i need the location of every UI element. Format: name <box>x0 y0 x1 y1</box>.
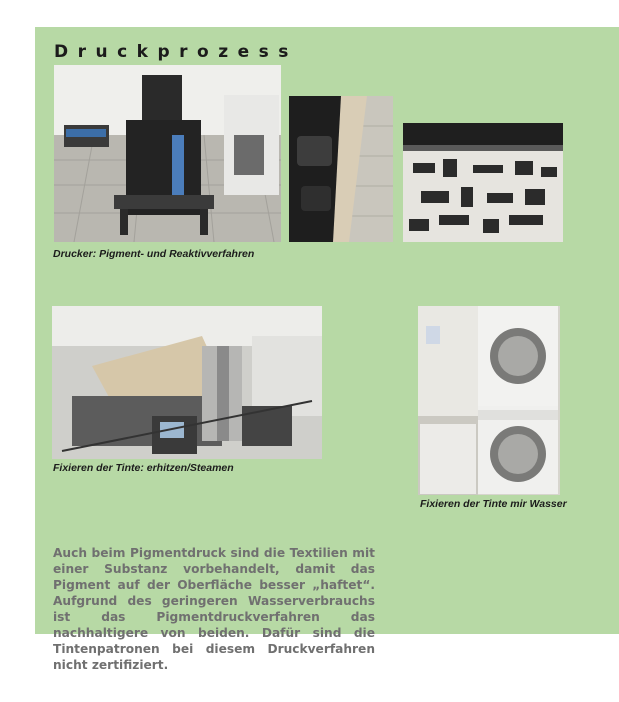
washing-machines-photo <box>418 306 560 495</box>
water-fixing-caption: Fixieren der Tinte mir Wasser <box>420 498 567 510</box>
printhead-closeup-photo <box>289 96 393 242</box>
printer-room-photo <box>54 65 281 242</box>
heat-fixing-photo <box>52 306 322 459</box>
body-paragraph: Auch beim Pigmentdruck sind die Textilien mit einer Substanz vorbehandelt, damit das Pigment auf der Oberfläche besser „haftet“. Aufgrund des geringeren Wasserverbrauchs ist das Pigmentdruckverfahren das nachhaltigere von beiden. Dafür sind die Tintenpatronen bei diesem Druckverfahren nicht zertifiziert. <box>53 546 375 672</box>
printed-fabric-photo <box>403 123 563 242</box>
heat-fixing-caption: Fixieren der Tinte: erhitzen/Steamen <box>53 462 234 474</box>
printer-caption: Drucker: Pigment- und Reaktivverfahren <box>53 248 255 260</box>
page-title: Druckprozess <box>54 42 298 62</box>
